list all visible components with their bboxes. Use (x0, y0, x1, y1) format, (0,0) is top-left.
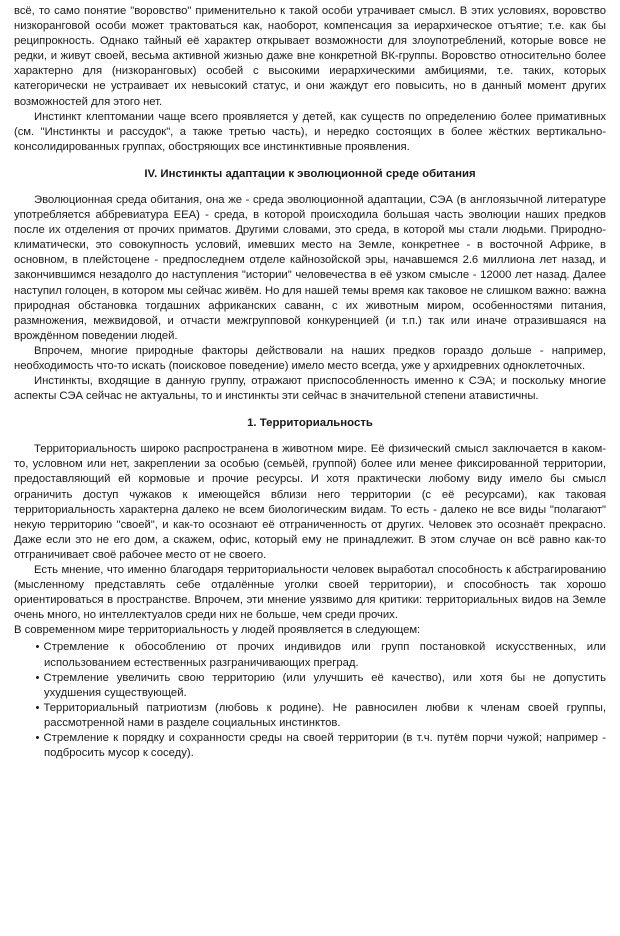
paragraph: Территориальность широко распространена в животном мире. Её физический смысл заключается в каком-то, условном или нет, закреплении за особью (семьёй, группой) более или менее фиксированной территории, предоставляющий ей кормовые и прочие ресурсы. И хотя практически любому виду имело бы смысл ограничить доступ чужаков к имеющейся вблизи него территории (с её ресурсами), как таковая территориальность характерна далеко не всем биологическим видам. То есть - далеко не все виды "полагают" некую территорию "своей", и как-то осознают её отграниченность от других. Человек это осознаёт прекрасно. Даже если это не его дом, а скажем, офис, который ему не принадлежит. В этом случае он всё равно как-то отграничивает своё рабочее место от не своего. (14, 443, 606, 561)
list-item (14, 701, 606, 731)
paragraph: Есть мнение, что именно благодаря территориальности человек выработал способность к абстрагированию (мысленному представлять себе отдалённые уголки своей территории), и способность так хорошо ориентироваться в пространстве. Впрочем, эти мнение уязвимо для критики: территориальных видов на Земле очень много, но интеллектуалов среди них не больше, чем среди прочих. (14, 564, 606, 622)
paragraph-continuation: всё, то само понятие "воровство" применительно к такой особи утрачивает смысл. В этих условиях, воровство низкоранговой особи может трактоваться как, наоборот, компенсация за иерархическое отъятие; т.е. как бы реципрокность. Однако тайный её характер открывает возможности для злоупотреблений, которые вовсе не редки, и живут своей, весьма активной жизнью даже вне конкретной ВК-группы. Воровство относительно более характерно для (низкоранговых) особей с высокими иерархическими амбициями, т.е. таких, которых категорически не устраивает их невысокий статус, и они жаждут его повысить, но в данный момент других возможностей для этого нет. (14, 5, 606, 108)
list-item (14, 731, 606, 761)
list-item-text: Стремление к порядку и сохранности среды на своей территории (в т.ч. путём порчи чужой; например - подбросить мусор к соседу). (43, 732, 606, 760)
paragraph: Впрочем, многие природные факторы действовали на наших предков гораздо дольше - например, необходимость что-то искать (поисковое поведение) имело место всегда, уже у архидревних одноклеточных. (14, 344, 606, 372)
list-item-text: Стремление увеличить свою территорию (или улучшить её качество), или хотя бы не допустить ухудшения существующей. (43, 671, 606, 699)
list-item-text: Стремление к обособлению от прочих индивидов или групп постановкой искусственных, или использованием естественных разграничивающих преград. (43, 641, 606, 669)
section-heading: IV. Инстинкты адаптации к эволюционной среде обитания (144, 167, 476, 180)
list-item-text: Территориальный патриотизм (любовь к родине). Не равносилен любви к членам своей группы, рассмотренной нами в разделе социальных инстинктов. (43, 701, 606, 729)
bullet-marker: • (35, 701, 40, 714)
paragraph: Инстинкт клептомании чаще всего проявляется у детей, как существ по определению более примативных (см. "Инстинкты и рассудок", а также третью часть), и нередко состоящих в более жёстких вертикально-консолидированных группах, обостряющих все инстинктивные проявления. (14, 110, 606, 153)
subsection-heading: 1. Территориальность (247, 417, 373, 430)
bullet-list (14, 640, 606, 761)
paragraph: Инстинкты, входящие в данную группу, отражают приспособленность именно к СЭА; и поскольку многие аспекты СЭА сейчас не актуальны, то и инстинкты эти сейчас в значительной степени атавистичны. (14, 375, 606, 403)
list-item (14, 640, 606, 670)
paragraph: Эволюционная среда обитания, она же - среда эволюционной адаптации, СЭА (в англоязычной литературе употребляется аббревиатура ЕЕА) - среда, в которой происходила большая часть эволюции наших предков после их отделения от прочих приматов. Другими словами, это среда, в которой мы стали людьми. Природно-климатически, это совокупность условий, имевших место на Земле, конкретнее - в восточной Африке, в основном, в плейстоцене - предпоследнем отделе кайнозойской эры, начавшемся 2.6 миллиона лет назад, и закончившимся незадолго до наступления "истории" человечества в её узком смысле - 12000 лет назад. Далее наступил голоцен, в котором мы сейчас живём. Но для нашей темы время как таковое не слишком важно: важна природная обстановка тогдашних африканских саванн, с их животным миром, особенностями питания, размножения, межвидовой, и отчасти межгрупповой конкуренцией (и т.п.) так или иначе отразившаяся на врождённом поведении людей. (14, 193, 606, 342)
bullet-marker: • (35, 641, 40, 654)
paragraph: В современном мире территориальность у людей проявляется в следующем: (14, 624, 421, 637)
list-item (14, 671, 606, 701)
bullet-marker: • (35, 671, 40, 684)
bullet-marker: • (35, 732, 40, 745)
